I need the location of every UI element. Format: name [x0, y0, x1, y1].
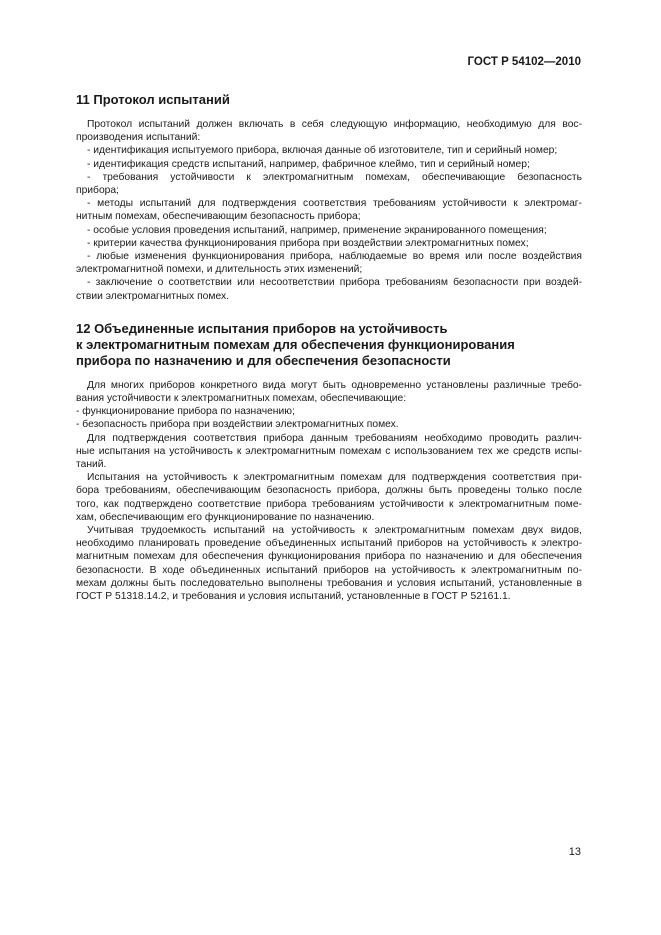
paragraph-line: вания устойчивости к электромагнитных помехам, обеспечивающие:	[76, 393, 407, 405]
paragraph-line: Учитывая трудоемкость испытаний на устойчивость к электромагнитным помехам двух видов,	[87, 525, 582, 537]
page-number: 13	[568, 846, 581, 858]
section-12-body	[76, 379, 582, 603]
list-item: - требования устойчивости к электромагнитным помехам, обеспечивающие безопасность	[87, 171, 582, 183]
section-11-body	[76, 118, 582, 303]
paragraph-line: необходимо планировать проведение объединенных испытаний приборов на устойчивость к электро-	[76, 538, 582, 550]
paragraph-line: Испытания на устойчивость к электромагнитным помехам для подтверждения соответствия при-	[87, 472, 582, 484]
list-item: - функционирование прибора по назначению;	[76, 406, 295, 418]
section-12-title-line: 12 Объединенные испытания приборов на устойчивость	[76, 320, 448, 336]
list-item: - идентификация средств испытаний, например, фабричное клеймо, тип и серийный номер;	[87, 158, 530, 170]
paragraph-line: ные испытания на устойчивость к электромагнитным помехам с использованием тех же средств испы-	[76, 445, 582, 457]
paragraph-line: производения испытаний:	[76, 132, 201, 144]
paragraph-line: электромагнитной помехи, и длительность этих изменений;	[76, 264, 363, 276]
section-12-title-line: к электромагнитным помехам для обеспечения функционирования	[76, 336, 515, 352]
list-item: - безопасность прибора при воздействии электромагнитных помех.	[76, 419, 399, 431]
paragraph-line: хам, обеспечивающим его функционирование по назначению.	[76, 511, 375, 523]
list-item: - идентификация испытуемого прибора, включая данные об изготовителе, тип и серийный номер;	[87, 145, 558, 157]
paragraph-line: ГОСТ Р 51318.14.2, и требования и условия испытаний, установленные в ГОСТ Р 52161.1.	[76, 591, 511, 603]
list-item: - критерии качества функционирования прибора при воздействии электромагнитных помех;	[87, 237, 529, 249]
paragraph-line: Для подтверждения соответствия прибора данным требованиям необходимо проводить различ-	[87, 432, 582, 444]
paragraph-line: мехам должны быть последовательно выполнены требования и условия испытаний, установленные в	[76, 577, 582, 589]
paragraph-line: того, как подтверждено соответствие прибора требованиям устойчивости к электромагнитным поме-	[76, 498, 582, 510]
list-item: - методы испытаний для подтверждения соответствия требованиям устойчивости к электромаг-	[87, 198, 582, 210]
paragraph-line: безопасности. В ходе объединенных испытаний приборов на устойчивость к электромагнитным по-	[76, 564, 582, 576]
paragraph-line: Для многих приборов конкретного вида могут быть одновременно установлены различные требо-	[87, 379, 582, 391]
section-11-title: 11 Протокол испытаний	[76, 92, 230, 107]
list-item: - особые условия проведения испытаний, например, применение экранированного помещения;	[87, 224, 547, 236]
page-content	[76, 92, 582, 603]
section-12-title	[76, 321, 582, 369]
paragraph-line: магнитным помехам для обеспечения функционирования прибора по назначению и для обеспечения	[76, 551, 582, 563]
paragraph-line: нитным помехам, обеспечивающим безопасность прибора;	[76, 211, 361, 223]
paragraph-line: таний.	[76, 459, 107, 471]
document-header: ГОСТ Р 54102—2010	[467, 56, 581, 68]
list-item: - заключение о соответствии или несоответствии прибора требованиям безопасности при воздей-	[87, 277, 582, 289]
paragraph-line: ствии электромагнитных помех.	[76, 290, 229, 302]
section-12-title-line: прибора по назначению и для обеспечения безопасности	[76, 352, 451, 368]
paragraph-line: Протокол испытаний должен включать в себя следующую информацию, необходимую для вос-	[87, 119, 582, 130]
paragraph-line: прибора;	[76, 185, 119, 197]
list-item: - любые изменения функционирования прибора, наблюдаемые во время или после воздействия	[87, 251, 582, 263]
paragraph-line: бора требованиям, обеспечивающим безопасность прибора, должны быть проведены только после	[76, 485, 582, 497]
